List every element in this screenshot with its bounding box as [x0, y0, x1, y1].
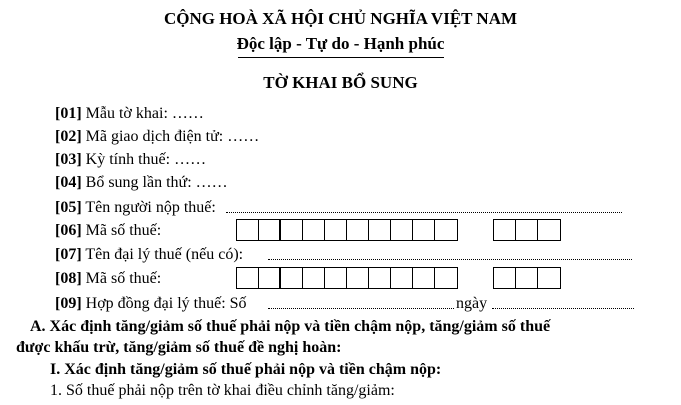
- field-02: [55, 127, 259, 147]
- national-motto: Độc lập - Tự do - Hạnh phúc: [236, 34, 445, 53]
- field-code: [01]: [55, 105, 82, 122]
- agent-tax-code-digit-box[interactable]: [237, 268, 259, 288]
- item-1-text: 1. Số thuế phải nộp trên tờ khai điều chỉnh tăng/giảm:: [50, 382, 395, 399]
- tax-code-branch-box[interactable]: [516, 220, 538, 240]
- tax-code-digit-box[interactable]: [369, 220, 391, 240]
- field-label: Hợp đồng đại lý thuế: Số: [81, 295, 247, 312]
- tax-code-branch-box[interactable]: [494, 220, 516, 240]
- field-label: Mẫu tờ khai: ……: [81, 105, 204, 122]
- motto-underline: [238, 57, 444, 58]
- field-label: Bổ sung lần thứ: ……: [81, 174, 228, 191]
- field-label: Kỳ tính thuế: ……: [81, 151, 207, 168]
- agent-tax-code-boxes[interactable]: [236, 267, 458, 289]
- field-03: [55, 150, 206, 170]
- field-08-agent-tax-code: [55, 269, 161, 289]
- agent-tax-code-branch-boxes[interactable]: [493, 267, 561, 289]
- field-01: [55, 104, 204, 124]
- tax-code-digit-box[interactable]: [303, 220, 325, 240]
- agent-tax-code-digit-box[interactable]: [259, 268, 281, 288]
- field-05-taxpayer-name: [55, 198, 216, 218]
- field-code: [07]: [55, 246, 82, 263]
- contract-date-label: ngày: [456, 295, 488, 312]
- form-title: TỜ KHAI BỔ SUNG: [263, 73, 418, 92]
- field-04: [55, 173, 228, 193]
- tax-code-digit-box[interactable]: [413, 220, 435, 240]
- tax-code-digit-box[interactable]: [391, 220, 413, 240]
- taxpayer-name-blank[interactable]: [226, 212, 622, 213]
- agent-tax-code-digit-box[interactable]: [435, 268, 457, 288]
- field-code: [08]: [55, 270, 82, 287]
- section-a-heading: A. Xác định tăng/giảm số thuế phải nộp và tiền chậm nộp, tăng/giảm số thuế: [30, 318, 551, 335]
- field-label: Tên đại lý thuế (nếu có):: [81, 246, 244, 263]
- tax-code-branch-box[interactable]: [538, 220, 560, 240]
- section-i-heading: I. Xác định tăng/giảm số thuế phải nộp và tiền chậm nộp:: [50, 361, 442, 378]
- contract-number-blank[interactable]: [268, 308, 454, 309]
- field-code: [02]: [55, 128, 82, 145]
- section-a-heading-cont: được khấu trừ, tăng/giảm số thuế đề nghị hoàn:: [16, 339, 342, 356]
- national-title: CỘNG HOÀ XÃ HỘI CHỦ NGHĨA VIỆT NAM: [163, 9, 518, 28]
- tax-agent-name-blank[interactable]: [268, 259, 632, 260]
- tax-code-digit-box[interactable]: [325, 220, 347, 240]
- agent-tax-code-branch-box[interactable]: [494, 268, 516, 288]
- agent-tax-code-digit-box[interactable]: [413, 268, 435, 288]
- field-06-tax-code: [55, 221, 161, 241]
- field-label: Mã số thuế:: [81, 222, 162, 239]
- tax-code-digit-box[interactable]: [237, 220, 259, 240]
- tax-code-digit-box[interactable]: [347, 220, 369, 240]
- field-09-agent-contract: [55, 294, 247, 314]
- field-label: Tên người nộp thuế:: [81, 199, 216, 216]
- agent-tax-code-digit-box[interactable]: [347, 268, 369, 288]
- agent-tax-code-branch-box[interactable]: [516, 268, 538, 288]
- field-07-tax-agent-name: [55, 245, 243, 265]
- contract-date-blank[interactable]: [492, 308, 634, 309]
- field-code: [06]: [55, 222, 82, 239]
- tax-code-boxes[interactable]: [236, 219, 458, 241]
- agent-tax-code-digit-box[interactable]: [369, 268, 391, 288]
- field-code: [03]: [55, 151, 82, 168]
- tax-code-digit-box[interactable]: [435, 220, 457, 240]
- tax-code-digit-box[interactable]: [259, 220, 281, 240]
- agent-tax-code-digit-box[interactable]: [325, 268, 347, 288]
- field-code: [05]: [55, 199, 82, 216]
- field-label: Mã giao dịch điện tử: ……: [81, 128, 260, 145]
- agent-tax-code-digit-box[interactable]: [391, 268, 413, 288]
- tax-code-branch-boxes[interactable]: [493, 219, 561, 241]
- field-label: Mã số thuế:: [81, 270, 162, 287]
- agent-tax-code-branch-box[interactable]: [538, 268, 560, 288]
- field-code: [04]: [55, 174, 82, 191]
- tax-code-digit-box[interactable]: [281, 220, 303, 240]
- agent-tax-code-digit-box[interactable]: [303, 268, 325, 288]
- agent-tax-code-digit-box[interactable]: [281, 268, 303, 288]
- field-code: [09]: [55, 295, 82, 312]
